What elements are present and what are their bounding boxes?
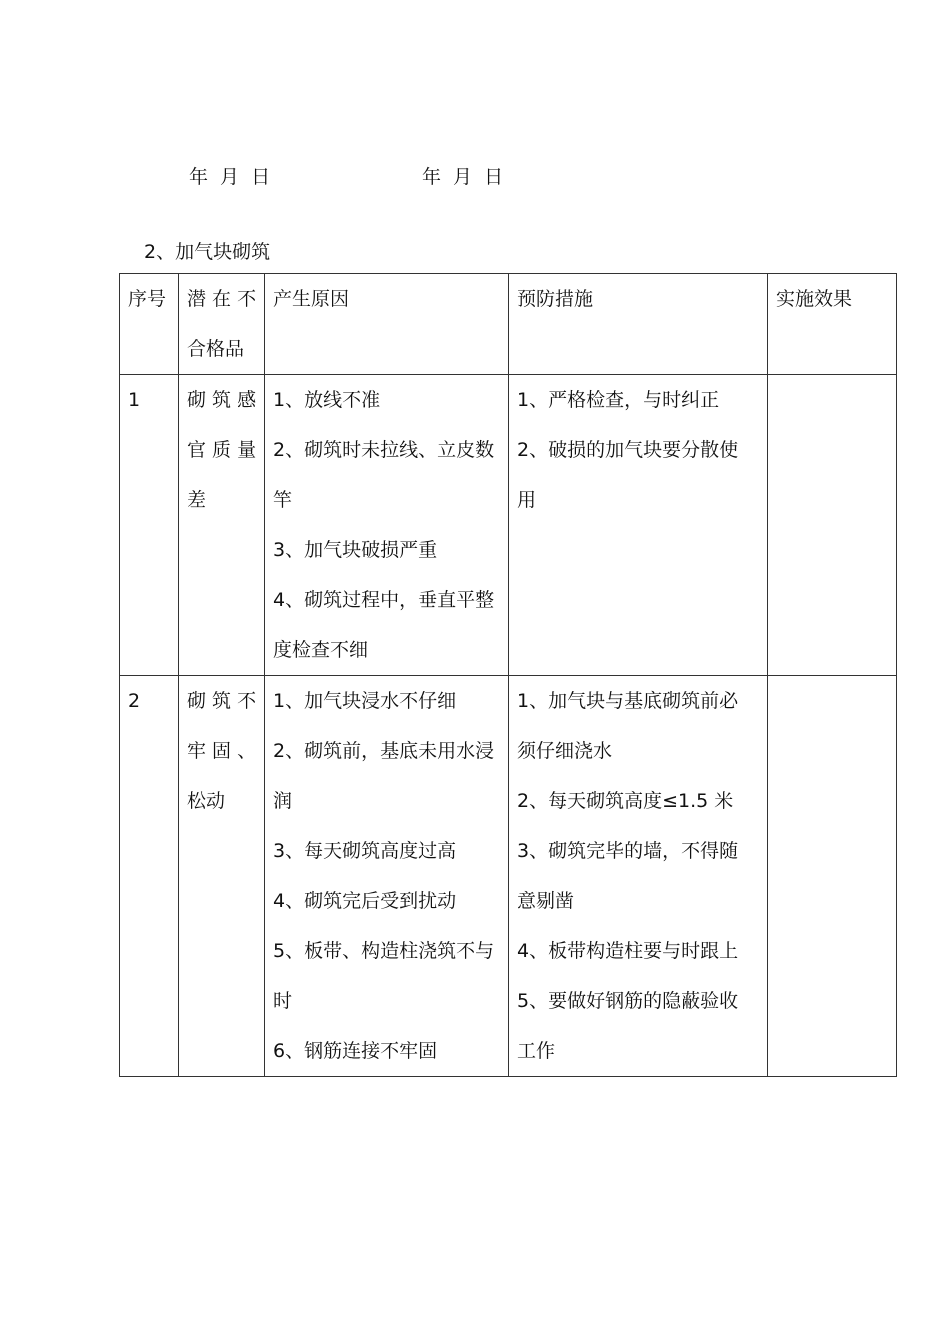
date-left: 年 月 日 (189, 166, 274, 188)
header-cause-label: 产生原因 (273, 288, 350, 310)
row-2-prevention-line: 2、每天砌筑高度≤1.5 米 (517, 790, 734, 812)
row-2-cause-line: 3、每天砌筑高度过高 (273, 840, 457, 862)
row-2-cause-line: 5、板带、构造柱浇筑不与 (273, 940, 495, 962)
row-2-cause-line: 1、加气块浸水不仔细 (273, 690, 457, 712)
row-2-defect-line: 牢 固 、 (187, 740, 257, 762)
row-2-defect-line: 松动 (187, 790, 226, 812)
header-effect (768, 274, 897, 375)
row-1-index: 1 (120, 375, 179, 676)
header-cause (265, 274, 509, 375)
row-2-cause-line: 2、砌筑前，基底未用水浸 (273, 740, 495, 762)
row-2-prevention-line: 工作 (517, 1040, 556, 1062)
row-1-defect-line: 官 质 量 (187, 439, 257, 461)
row-2-index: 2 (120, 676, 179, 1077)
row-1-prevention-line: 1、严格检查，与时纠正 (517, 389, 720, 411)
header-prevention-label: 预防措施 (517, 288, 594, 310)
row-2-prevention-line: 须仔细浇水 (517, 740, 613, 762)
table-header-row (120, 274, 897, 375)
row-1-cause-line: 3、加气块破损严重 (273, 539, 438, 561)
header-defect-line-2: 合格品 (187, 338, 245, 360)
row-2-prevention-line: 4、板带构造柱要与时跟上 (517, 940, 739, 962)
row-1-cause-line: 度检查不细 (273, 639, 369, 661)
row-1-cause-line: 1、放线不准 (273, 389, 381, 411)
row-1-cause-line: 2、砌筑时未拉线、立皮数 (273, 439, 495, 461)
table-row (120, 676, 897, 1077)
row-2-prevention-line: 1、加气块与基底砌筑前必 (517, 690, 739, 712)
row-1-prevention-line: 用 (517, 489, 537, 511)
section-title: 2、加气块砌筑 (144, 241, 271, 263)
row-2-prevention-line: 3、砌筑完毕的墙，不得随 (517, 840, 739, 862)
table-row (120, 375, 897, 676)
row-2-cause-line: 6、钢筋连接不牢固 (273, 1040, 438, 1062)
quality-control-table (119, 273, 897, 1077)
header-defect (179, 274, 265, 375)
row-1-cause-line: 4、砌筑过程中，垂直平整 (273, 589, 495, 611)
row-2-cause (265, 676, 509, 1077)
header-prevention (509, 274, 768, 375)
row-2-defect (179, 676, 265, 1077)
row-2-prevention (509, 676, 768, 1077)
header-index (120, 274, 179, 375)
row-1-defect (179, 375, 265, 676)
row-2-cause-line: 时 (273, 990, 293, 1012)
row-1-prevention (509, 375, 768, 676)
header-effect-label: 实施效果 (776, 288, 853, 310)
row-2-prevention-line: 5、要做好钢筋的隐蔽验收 (517, 990, 739, 1012)
row-2-cause-line: 润 (273, 790, 293, 812)
row-1-cause (265, 375, 509, 676)
row-2-effect (768, 676, 897, 1077)
row-2-defect-line: 砌 筑 不 (187, 690, 257, 712)
header-index-label: 序号 (128, 288, 167, 310)
row-1-defect-line: 差 (187, 489, 207, 511)
row-2-prevention-line: 意剔凿 (517, 890, 575, 912)
row-2-cause-line: 4、砌筑完后受到扰动 (273, 890, 457, 912)
row-1-prevention-line: 2、破损的加气块要分散使 (517, 439, 739, 461)
date-right: 年 月 日 (422, 166, 507, 188)
row-1-effect (768, 375, 897, 676)
row-1-cause-line: 竿 (273, 489, 293, 511)
header-defect-line-1: 潜 在 不 (187, 288, 257, 310)
row-1-defect-line: 砌 筑 感 (187, 389, 257, 411)
